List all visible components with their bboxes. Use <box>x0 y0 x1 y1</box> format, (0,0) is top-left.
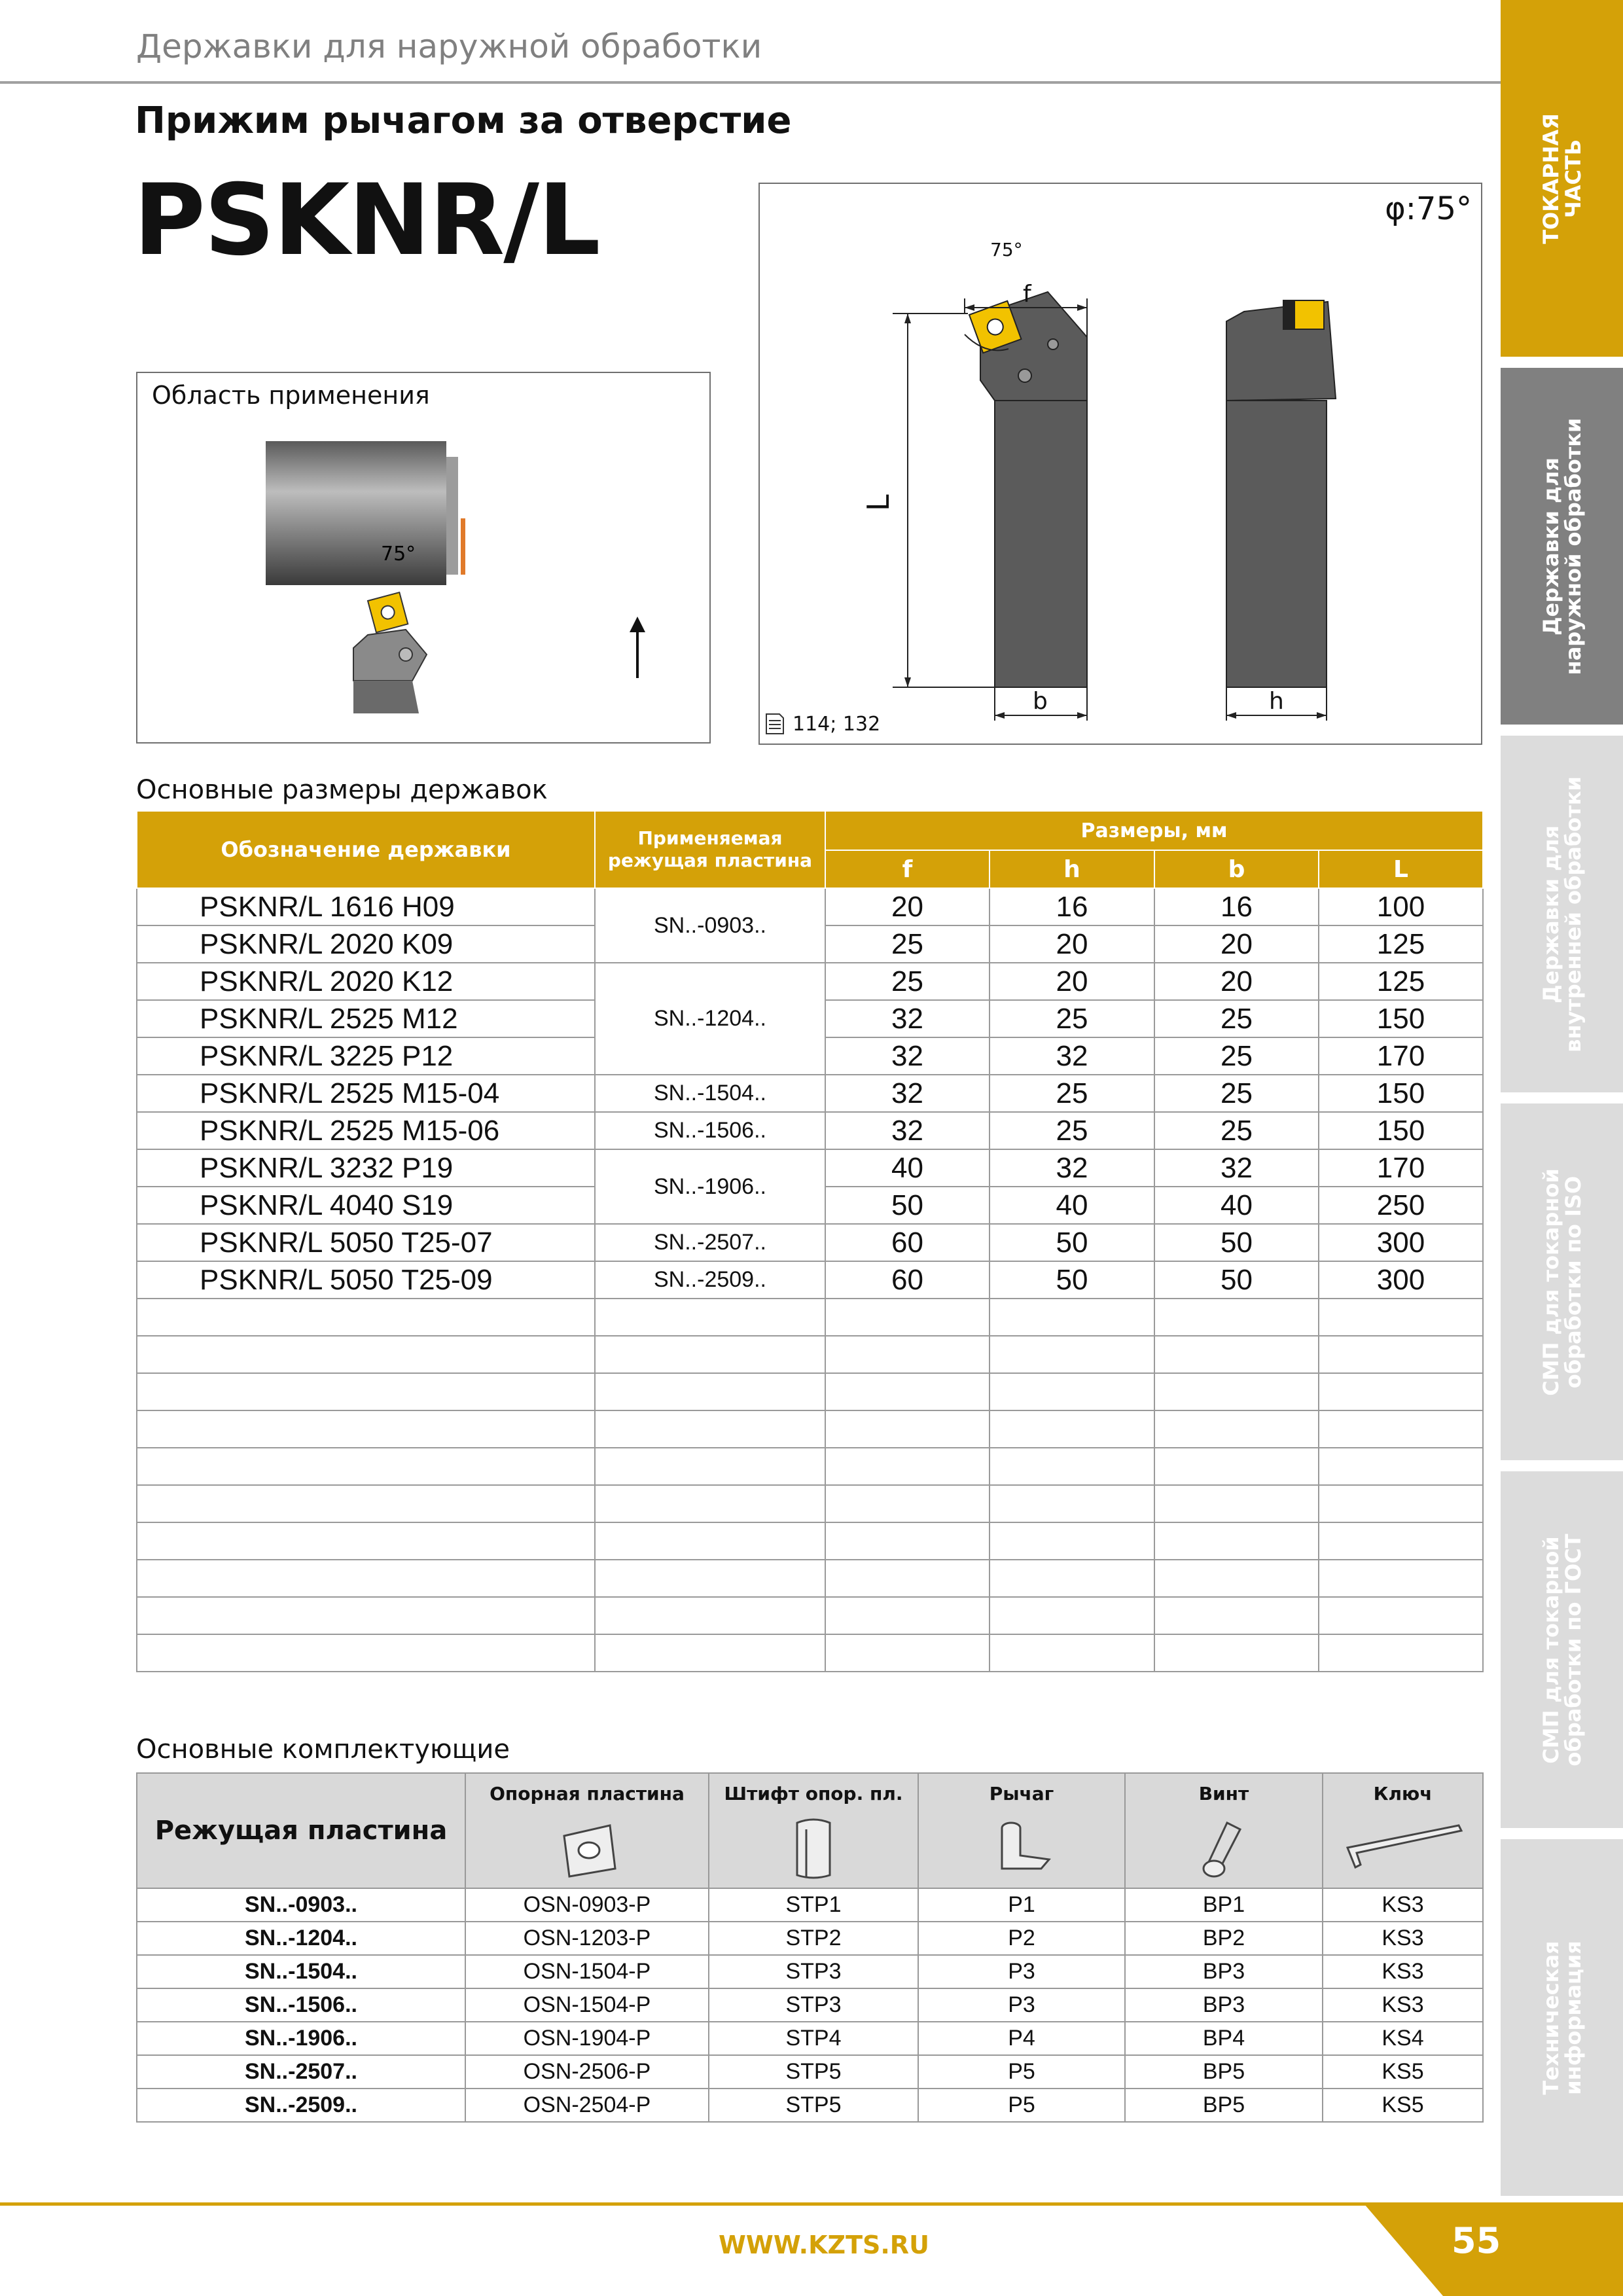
insert-code: SN..-0903.. <box>137 1888 465 1922</box>
value-f: 50 <box>825 1187 990 1224</box>
value-b: 32 <box>1154 1149 1319 1187</box>
application-panel <box>136 372 711 744</box>
value-h: 40 <box>990 1187 1154 1224</box>
value-h: 25 <box>990 1112 1154 1149</box>
pin-code: STP1 <box>709 1888 918 1922</box>
column-header-screw <box>1125 1773 1323 1888</box>
holder-code: PSKNR/L 2020 K09 <box>137 925 595 963</box>
page-number: 55 <box>1452 2220 1501 2261</box>
tab-label: СМП для токарной обработки по ГОСТ <box>1538 1533 1586 1767</box>
value-h: 20 <box>990 963 1154 1000</box>
value-f: 60 <box>825 1224 990 1261</box>
value-h: 16 <box>990 888 1154 925</box>
value-b: 25 <box>1154 1075 1319 1112</box>
key-code: KS4 <box>1323 2022 1483 2055</box>
value-L: 150 <box>1319 1000 1483 1037</box>
lever-code: P5 <box>918 2055 1125 2089</box>
tab-label: Техническая информация <box>1538 1940 1586 2095</box>
tab-inserts-gost[interactable] <box>1501 1471 1623 1828</box>
holder-code: PSKNR/L 2525 M12 <box>137 1000 595 1037</box>
shim-code: OSN-2506-P <box>465 2055 709 2089</box>
pin-code: STP3 <box>709 1955 918 1988</box>
lever-code: P5 <box>918 2089 1125 2122</box>
tab-external-holders[interactable] <box>1501 368 1623 725</box>
holder-code: PSKNR/L 1616 H09 <box>137 888 595 925</box>
key-code: KS5 <box>1323 2089 1483 2122</box>
dimension-h-label: h <box>1269 688 1284 715</box>
empty-row <box>137 1373 1483 1410</box>
holder-code: PSKNR/L 3225 P12 <box>137 1037 595 1075</box>
value-L: 300 <box>1319 1224 1483 1261</box>
table-row <box>137 888 1483 925</box>
screw-label: Винт <box>1198 1783 1249 1804</box>
application-illustration <box>137 373 709 742</box>
value-b: 40 <box>1154 1187 1319 1224</box>
tab-technical-info[interactable] <box>1501 1839 1623 2196</box>
pin-code: STP3 <box>709 1988 918 2022</box>
value-f: 32 <box>825 1000 990 1037</box>
holder-code: PSKNR/L 5050 T25-07 <box>137 1224 595 1261</box>
pin-icon <box>784 1816 843 1882</box>
value-L: 100 <box>1319 888 1483 925</box>
holder-code: PSKNR/L 4040 S19 <box>137 1187 595 1224</box>
value-L: 250 <box>1319 1187 1483 1224</box>
holder-code: PSKNR/L 2525 M15-06 <box>137 1112 595 1149</box>
dimensions-table <box>136 810 1484 1672</box>
value-b: 25 <box>1154 1037 1319 1075</box>
parts-table <box>136 1772 1484 2123</box>
screw-code: BP3 <box>1125 1955 1323 1988</box>
value-b: 20 <box>1154 963 1319 1000</box>
column-header-f: f <box>825 850 990 888</box>
screw-code: BP2 <box>1125 1922 1323 1955</box>
key-label: Ключ <box>1373 1783 1433 1804</box>
shim-icon <box>551 1816 623 1882</box>
column-header-L: L <box>1319 850 1483 888</box>
value-b: 25 <box>1154 1000 1319 1037</box>
empty-row <box>137 1597 1483 1634</box>
value-L: 125 <box>1319 963 1483 1000</box>
table-row <box>137 1261 1483 1299</box>
empty-row <box>137 1522 1483 1560</box>
table-row <box>137 1224 1483 1261</box>
pin-code: STP5 <box>709 2089 918 2122</box>
insert-code: SN..-1204.. <box>595 963 825 1075</box>
table-row <box>137 963 1483 1000</box>
value-h: 50 <box>990 1261 1154 1299</box>
tab-turning[interactable] <box>1501 0 1623 357</box>
lever-label: Рычаг <box>989 1783 1054 1804</box>
value-f: 32 <box>825 1112 990 1149</box>
shim-code: OSN-1504-P <box>465 1988 709 2022</box>
value-h: 32 <box>990 1037 1154 1075</box>
table-row <box>137 1112 1483 1149</box>
lever-code: P2 <box>918 1922 1125 1955</box>
value-L: 300 <box>1319 1261 1483 1299</box>
page-title: PSKNR/L <box>134 164 599 278</box>
column-header-designation: Обозначение державки <box>137 811 595 888</box>
shim-code: OSN-1203-P <box>465 1922 709 1955</box>
tab-inserts-iso[interactable] <box>1501 1103 1623 1460</box>
value-b: 20 <box>1154 925 1319 963</box>
application-angle-label: 75° <box>381 543 416 565</box>
table-row <box>137 2022 1483 2055</box>
shim-code: OSN-1504-P <box>465 1955 709 1988</box>
value-b: 16 <box>1154 888 1319 925</box>
table-row <box>137 2055 1483 2089</box>
table-row <box>137 1075 1483 1112</box>
holder-code: PSKNR/L 2020 K12 <box>137 963 595 1000</box>
lever-code: P4 <box>918 2022 1125 2055</box>
pin-label: Штифт опор. пл. <box>724 1783 903 1804</box>
value-L: 170 <box>1319 1037 1483 1075</box>
approach-angle-label: φ:75° <box>1385 190 1472 227</box>
header-divider <box>0 81 1502 84</box>
holder-code: PSKNR/L 3232 P19 <box>137 1149 595 1187</box>
dimension-l-label: L <box>861 494 896 511</box>
empty-row <box>137 1560 1483 1597</box>
insert-code: SN..-1504.. <box>137 1955 465 1988</box>
shim-label: Опорная пластина <box>490 1783 685 1804</box>
value-f: 60 <box>825 1261 990 1299</box>
value-L: 170 <box>1319 1149 1483 1187</box>
tab-label: Державки для наружной обработки <box>1538 418 1586 675</box>
column-header-h: h <box>990 850 1154 888</box>
value-f: 40 <box>825 1149 990 1187</box>
table-row <box>137 1149 1483 1187</box>
holder-drawing <box>760 184 1481 744</box>
insert-code: SN..-1906.. <box>595 1149 825 1224</box>
insert-code: SN..-2507.. <box>595 1224 825 1261</box>
insert-code: SN..-1506.. <box>595 1112 825 1149</box>
table-row <box>137 1955 1483 1988</box>
shim-code: OSN-0903-P <box>465 1888 709 1922</box>
value-f: 32 <box>825 1075 990 1112</box>
empty-row <box>137 1448 1483 1485</box>
column-header-key <box>1323 1773 1483 1888</box>
dimensions-caption: Основные размеры державок <box>136 775 548 805</box>
website-link[interactable]: WWW.KZTS.RU <box>719 2231 929 2259</box>
insert-code: SN..-1906.. <box>137 2022 465 2055</box>
value-b: 50 <box>1154 1261 1319 1299</box>
value-f: 25 <box>825 963 990 1000</box>
lever-icon <box>989 1816 1054 1882</box>
page-reference: 114; 132 <box>793 713 881 736</box>
lever-code: P3 <box>918 1988 1125 2022</box>
screw-code: BP3 <box>1125 1988 1323 2022</box>
page-subtitle: Прижим рычагом за отверстие <box>135 99 792 142</box>
value-h: 32 <box>990 1149 1154 1187</box>
insert-code: SN..-1506.. <box>137 1988 465 2022</box>
insert-code: SN..-1504.. <box>595 1075 825 1112</box>
insert-code: SN..-0903.. <box>595 888 825 963</box>
empty-row <box>137 1410 1483 1448</box>
empty-row <box>137 1634 1483 1672</box>
holder-code: PSKNR/L 2525 M15-04 <box>137 1075 595 1112</box>
drawing-angle-label: 75° <box>990 239 1023 260</box>
column-header-shim <box>465 1773 709 1888</box>
column-header-sizes: Размеры, мм <box>825 811 1483 850</box>
screw-code: BP4 <box>1125 2022 1323 2055</box>
value-L: 125 <box>1319 925 1483 963</box>
screw-code: BP5 <box>1125 2089 1323 2122</box>
value-L: 150 <box>1319 1112 1483 1149</box>
technical-drawing-panel <box>758 183 1482 745</box>
insert-code: SN..-2509.. <box>137 2089 465 2122</box>
table-row <box>137 2089 1483 2122</box>
tab-label: ТОКАРНАЯ ЧАСТЬ <box>1538 113 1586 244</box>
column-header-cutting-insert: Режущая пластина <box>137 1773 465 1888</box>
insert-code: SN..-1204.. <box>137 1922 465 1955</box>
tab-label: Державки для внутренней обработки <box>1538 776 1586 1052</box>
lever-code: P3 <box>918 1955 1125 1988</box>
value-L: 150 <box>1319 1075 1483 1112</box>
pin-code: STP2 <box>709 1922 918 1955</box>
empty-row <box>137 1299 1483 1336</box>
parts-caption: Основные комплектующие <box>136 1734 510 1765</box>
dimension-f-label: f <box>1023 281 1031 308</box>
key-code: KS3 <box>1323 1988 1483 2022</box>
value-h: 25 <box>990 1000 1154 1037</box>
screw-icon <box>1194 1816 1253 1882</box>
application-title: Область применения <box>152 381 430 410</box>
empty-row <box>137 1485 1483 1522</box>
pin-code: STP5 <box>709 2055 918 2089</box>
section-header: Державки для наружной обработки <box>136 27 762 65</box>
value-f: 20 <box>825 888 990 925</box>
column-header-lever <box>918 1773 1125 1888</box>
table-row <box>137 1922 1483 1955</box>
column-header-insert: Применяемая режущая пластина <box>595 811 825 888</box>
empty-row <box>137 1336 1483 1373</box>
key-code: KS5 <box>1323 2055 1483 2089</box>
value-h: 20 <box>990 925 1154 963</box>
shim-code: OSN-2504-P <box>465 2089 709 2122</box>
pin-code: STP4 <box>709 2022 918 2055</box>
shim-code: OSN-1904-P <box>465 2022 709 2055</box>
value-b: 50 <box>1154 1224 1319 1261</box>
value-h: 25 <box>990 1075 1154 1112</box>
key-code: KS3 <box>1323 1888 1483 1922</box>
insert-code: SN..-2507.. <box>137 2055 465 2089</box>
document-icon <box>766 714 783 734</box>
value-f: 32 <box>825 1037 990 1075</box>
key-code: KS3 <box>1323 1955 1483 1988</box>
table-row <box>137 1988 1483 2022</box>
hex-key-icon <box>1341 1816 1465 1882</box>
value-h: 50 <box>990 1224 1154 1261</box>
tab-internal-holders[interactable] <box>1501 736 1623 1092</box>
dimension-b-label: b <box>1033 688 1048 715</box>
lever-code: P1 <box>918 1888 1125 1922</box>
screw-code: BP1 <box>1125 1888 1323 1922</box>
column-header-pin <box>709 1773 918 1888</box>
column-header-b: b <box>1154 850 1319 888</box>
key-code: KS3 <box>1323 1922 1483 1955</box>
value-b: 25 <box>1154 1112 1319 1149</box>
screw-code: BP5 <box>1125 2055 1323 2089</box>
table-row <box>137 1888 1483 1922</box>
holder-code: PSKNR/L 5050 T25-09 <box>137 1261 595 1299</box>
insert-code: SN..-2509.. <box>595 1261 825 1299</box>
value-f: 25 <box>825 925 990 963</box>
tab-label: СМП для токарной обработки по ISO <box>1538 1168 1586 1396</box>
